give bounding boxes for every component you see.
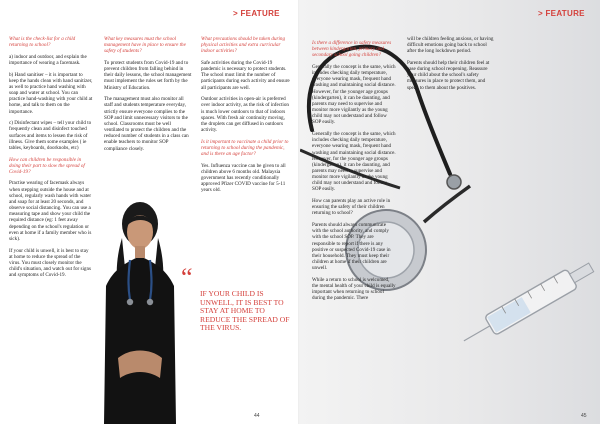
paragraph-mental-health: While a return to school is welcomed, the mental health of your child is equally important when returning to school during the pandemic. There (312, 276, 396, 302)
right-column-1 (312, 40, 396, 307)
paragraph-anxious: will be children feeling anxious, or having difficult emotions going back to school after the long lockdown period. (407, 36, 494, 55)
checklist-item-a: a) indoor and outdoor, and explain the importance of wearing a facemask. (9, 53, 87, 66)
paragraph-practise: Practise wearing of facemask always when stepping outside the house and at school, regularly wash hands with water and soap for at least 20 seconds, and observe social distancing. You can use a measuring tape and show your child the required distance (eg: 1 feet away depending on the school's regulation or even at home if a family member who is sick). (9, 180, 92, 242)
paragraph-reassure: Parents should help their children feel at ease during school reopening. Reassure your child about the school's safety measures in place to protect them, and speak to them about the positives. (407, 59, 490, 91)
checklist-item-b: b) Hand sanitiser – it is important to keep the hands clean with hand sanitizer, as well to practice hand washing with soap and water at school. You can practice hand-washing with your child at home, and talk to them on the importance. (9, 71, 93, 115)
page-number-left: 44 (254, 413, 260, 419)
pull-quote: IF YOUR CHILD IS UNWELL, IT IS BEST TO STAY AT HOME TO REDUCE THE SPREAD OF THE VIRUS. (200, 289, 290, 333)
page-number-right: 45 (581, 413, 587, 419)
paragraph-unwell: If your child is unwell, it is best to stay at home to reduce the spread of the virus. You must closely monitor the child's situation, and watch out for signs and symptoms of Covid-19. (9, 247, 91, 279)
feature-header-right: > FEATURE (538, 9, 585, 18)
quote-mark-icon: “ (181, 263, 193, 292)
right-page-text (300, 0, 600, 424)
doctor-portrait (100, 178, 180, 424)
question-checklist: What is the check-list for a child returning to school? (9, 36, 76, 49)
paragraph-communicate: Parents should always communicate with the school authority, and comply with the school SOP. They are responsible to report if there is any positive or suspected Covid-19 case in their household. They must keep their children at home if their children are unwell. (312, 222, 391, 272)
question-school-measures: What key measures must the school management have in place to ensure the safety of students? (104, 36, 186, 55)
right-column-2 (407, 36, 495, 96)
paragraph-safe-activities: Safe activities during the Covid-19 pandemic is necessary to protect students. The school must limit the number of participants during each activity and ensure all participants are well. (201, 59, 290, 91)
question-responsibility: How can children be responsible in doing their part to slow the spread of Covid-19? (9, 156, 85, 175)
question-precautions: What precautions should be taken during physical activities and extra curricular indoor activities? (201, 36, 285, 55)
paragraph-parents-role-question: How can parents play an active role in ensuring the safety of their children returning to school? (312, 198, 391, 217)
feature-header-left: > FEATURE (233, 9, 280, 18)
paragraph-protect: To protect students from Covid-19 and to prevent children from falling behind in their daily lessons, the school management must implement the rules set forth by the Ministry of Education. (104, 59, 192, 91)
paragraph-outdoor: Outdoor activities in open-air is preferred over indoor activity, as the risk of infection is much lower outdoors to that of indoors spaces. With fresh air continuity moving, the droplets can get diffused in outdoors activity. (201, 96, 289, 134)
left-column-3 (201, 36, 291, 199)
paragraph-management: The management must also monitor all staff and students temperature everyday, strictly ensure everyone complies to the SOP and limit unnecessary visitors to the school. Classrooms must be well ventilated to protect the children and the reduced number of students in a class can enable teachers to monitor SOP compliance closely. (104, 96, 189, 152)
paragraph-vaccine: Yes. Influenza vaccine can be given to all children above 6 months old. Malaysia government has recently conditionally approved Pfizer COVID vaccine for 5-11 years old. (201, 162, 286, 194)
left-column-2 (104, 36, 192, 157)
question-safety-difference: Is there a difference in safety measures between kindergarten, primary and secondary school going children? (312, 40, 392, 59)
paragraph-kindergarten-1: Generally the concept is the same, which includes checking daily temperature, everyone wearing mask, frequent hand washing and maintaining social distance. However, for the younger age groups (kindergarten), it can be daunting, and parents may need to supervise and monitor more vigilantly as the young child may not understand and follow SOP easily. (312, 63, 396, 126)
paragraph-kindergarten-2: Generally the concept is the same, which includes checking daily temperature, everyone wearing mask, frequent hand washing and maintaining social distance. However, for the younger age groups (kindergarten), it can be daunting, and parents may need to supervise and monitor more vigilantly as the young child may not understand and follow SOP easily. (312, 131, 396, 193)
question-vaccinate: Is it important to vaccinate a child prior to returning to school during the pandemic, and is there an age factor? (201, 138, 289, 157)
checklist-item-c: c) Disinfectant wipes – tell your child to frequently clean and disinfect touched surfaces and items to lessen the risk of illness. Give them some examples ( ie tables, keyboards, doorknobs, etc) (9, 120, 92, 151)
left-column-1 (9, 36, 93, 284)
